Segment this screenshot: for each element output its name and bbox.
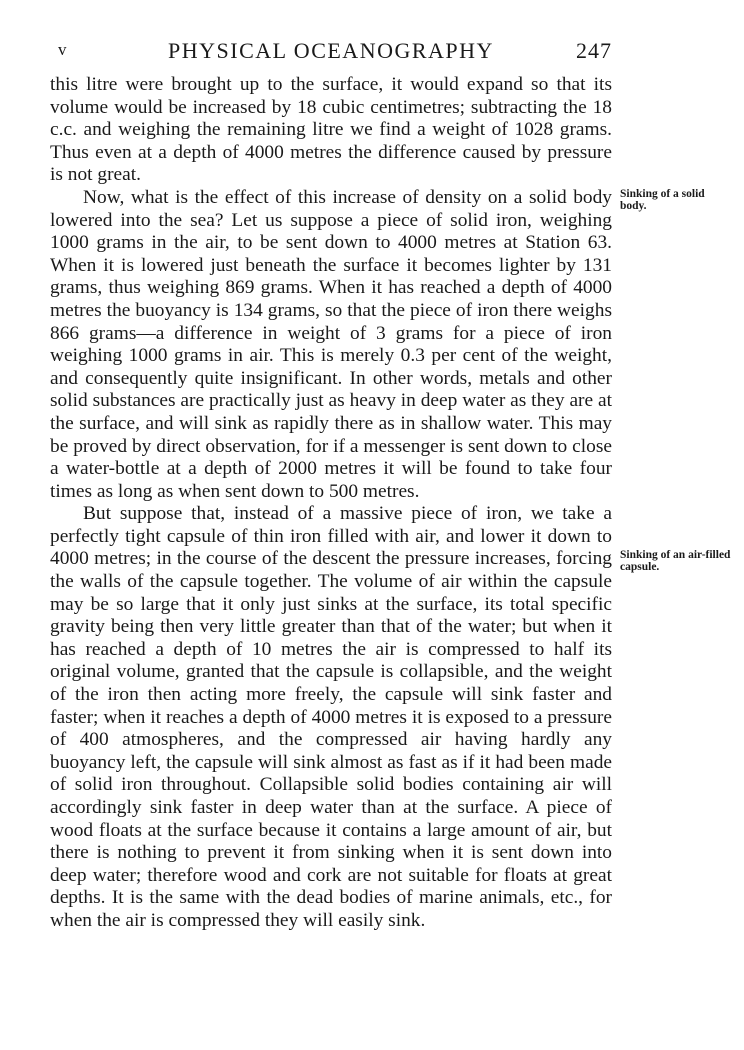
running-title: PHYSICAL OCEANOGRAPHY	[168, 38, 494, 63]
page-number: 247	[576, 38, 612, 63]
margin-note-air-capsule: Sinking of an air-filled capsule.	[620, 549, 731, 573]
body-text	[50, 74, 612, 933]
paragraph-continued: this litre were brought up to the surface, it would expand so that its volume would be increased by 18 cubic centimetres; subtracting the 18 c.c. and weighing the remaining litre we find a weight of 1028 grams. Thus even at a depth of 4000 metres the difference caused by pressure is not great.	[50, 74, 612, 186]
margin-note-solid-body: Sinking of a solid body.	[620, 188, 705, 212]
paragraph-air-capsule: But suppose that, instead of a massive piece of iron, we take a perfectly tight capsule of thin iron filled with air, and lower it down to 4000 metres; in the course of the descent the pressure increases, forcing the walls of the capsule together. The volume of air within the capsule may be so large that it only just sinks at the surface, its total specific gravity being then very little greater than that of the water; but when it has reached a depth of 10 metres the air is compressed to half its original volume, granted that the capsule is collapsible, and the weight of the iron then acting more freely, the capsule will sink faster and faster; when it reaches a depth of 4000 metres it is exposed to a pressure of 400 atmospheres, and the compressed air having hardly any buoyancy left, the capsule will sink almost as fast as if it had been made of solid iron throughout. Collapsible solid bodies containing air will accordingly sink faster in deep water than at the surface. A piece of wood floats at the surface because it contains a large amount of air, but there is nothing to prevent it from sinking when it is sent down into deep water; therefore wood and cork are not suitable for floats at great depths. It is the same with the dead bodies of marine animals, etc., for when the air is compressed they will easily sink.	[50, 503, 612, 931]
chapter-signature: v	[58, 40, 68, 59]
running-header	[50, 38, 612, 66]
paragraph-solid-body: Now, what is the effect of this increase of density on a solid body lowered into the sea? Let us suppose a piece of solid iron, weighing 1000 grams in the air, to be sent down to 4000 metres at Station 63. When it is lowered just beneath the surface it becomes lighter by 131 grams, thus weighing 869 grams. When it has reached a depth of 4000 metres the buoyancy is 134 grams, so that the piece of iron there weighs 866 grams—a difference in weight of 3 grams for a piece of iron weighing 1000 grams in air. This is merely 0.3 per cent of the weight, and consequently quite insignificant. In other words, metals and other solid substances are practically just as heavy in deep water as they are at the surface, and will sink as rapidly there as in shallow water. This may be proved by direct observation, for if a messenger is sent down to close a water-bottle at a depth of 2000 metres it will be found to take four times as long as when sent down to 500 metres.	[50, 186, 612, 502]
